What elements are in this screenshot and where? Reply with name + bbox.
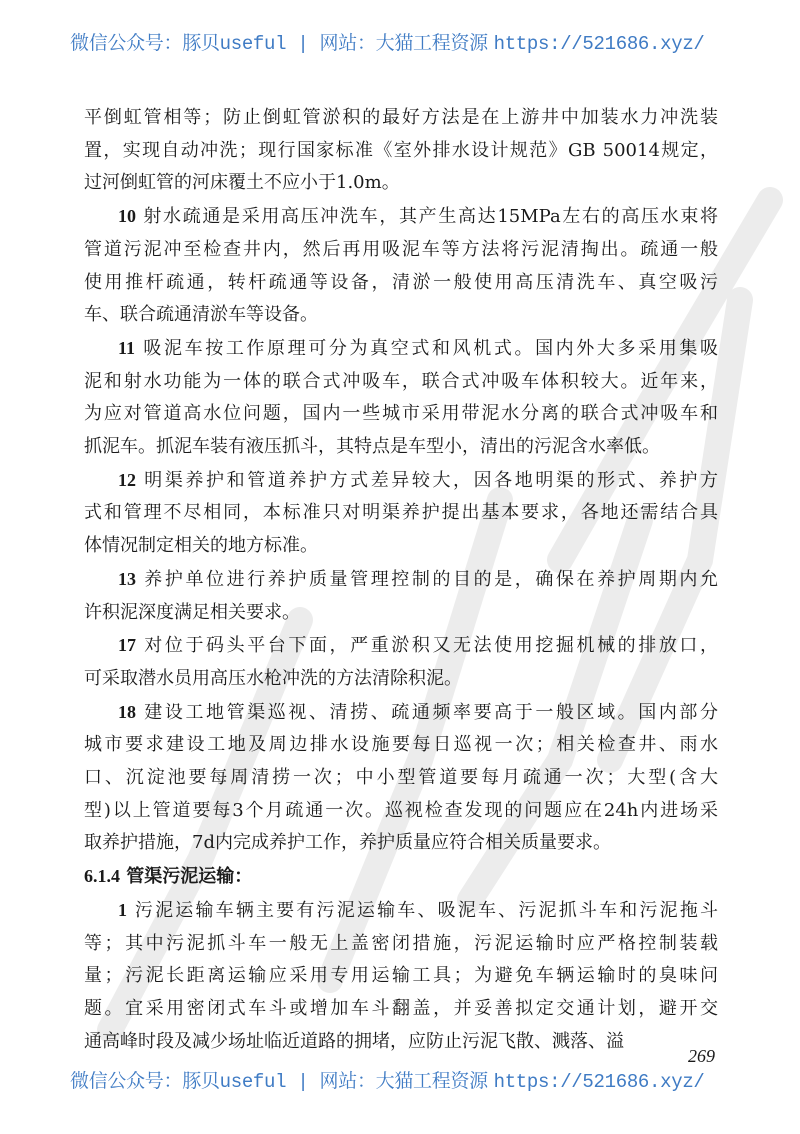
paragraph-line xyxy=(84,928,718,961)
paragraph-line xyxy=(84,102,718,135)
paragraph xyxy=(84,200,718,332)
clause-number: 10 xyxy=(118,206,136,227)
line-text: 为应对管道高水位问题，国内一些城市采用带泥水分离的联合式冲吸车和 xyxy=(84,403,718,425)
line-text: 型)以上管道要每3个月疏通一次。巡视检查发现的问题应在24h内进场采 xyxy=(84,799,718,821)
header-banner xyxy=(70,28,730,55)
line-text: 式和管理不尽相同，本标准只对明渠养护提出基本要求，各地还需结合具 xyxy=(84,502,718,524)
paragraph-line xyxy=(84,993,718,1026)
banner-url[interactable]: https://521686.xyz/ xyxy=(493,1071,705,1093)
paragraph-line xyxy=(84,299,718,332)
paragraph-line xyxy=(84,729,718,762)
clause-number: 1 xyxy=(118,899,127,920)
line-text: 量；污泥长距离运输应采用专用运输工具；为避免车辆运输时的臭味问 xyxy=(84,965,718,987)
paragraph-line xyxy=(84,431,718,464)
line-text: 许积泥深度满足相关要求。 xyxy=(84,601,300,623)
paragraph-line xyxy=(84,795,718,828)
document-body xyxy=(84,102,718,1058)
paragraph xyxy=(84,894,718,1059)
paragraph-line xyxy=(84,663,718,696)
banner-url[interactable]: https://521686.xyz/ xyxy=(493,33,705,55)
line-text: 抓泥车。抓泥车装有液压抓斗，其特点是车型小，清出的污泥含水率低。 xyxy=(84,436,660,458)
paragraph-line xyxy=(84,696,718,730)
line-text: 可采取潜水员用高压水枪冲洗的方法清除积泥。 xyxy=(84,667,462,689)
paragraph-line xyxy=(84,464,718,498)
banner-account: 微信公众号：豚贝 xyxy=(70,32,220,54)
clause-number: 18 xyxy=(118,701,136,722)
banner-separator: | xyxy=(286,33,320,55)
banner-account: 微信公众号：豚贝 xyxy=(70,1070,220,1092)
line-text: 过河倒虹管的河床覆土不应小于1.0m。 xyxy=(84,172,400,194)
paragraph-line xyxy=(84,366,718,399)
paragraph-line xyxy=(84,267,718,300)
paragraph-line xyxy=(84,332,718,366)
line-text: 明渠养护和管道养护方式差异较大，因各地明渠的形式、养护方 xyxy=(136,469,718,491)
paragraph-line xyxy=(84,167,718,200)
paragraph-line xyxy=(84,497,718,530)
line-text: 体情况制定相关的地方标准。 xyxy=(84,535,318,557)
banner-site: 网站：大猫工程资源 xyxy=(319,32,494,54)
line-text: 平倒虹管相等；防止倒虹管淤积的最好方法是在上游井中加装水力冲洗装 xyxy=(84,107,718,128)
paragraph-line xyxy=(84,398,718,431)
line-text: 口、沉淀池要每周清捞一次；中小型管道要每月疏通一次；大型(含大 xyxy=(84,767,718,789)
line-text: 污泥运输车辆主要有污泥运输车、吸泥车、污泥抓斗车和污泥拖斗 xyxy=(127,899,718,921)
line-text: 题。宜采用密闭式车斗或增加车斗翻盖，并妥善拟定交通计划，避开交 xyxy=(84,997,718,1019)
page-number: 269 xyxy=(688,1046,715,1066)
line-text: 管道污泥冲至检查井内，然后再用吸泥车等方法将污泥清掏出。疏通一般 xyxy=(84,238,718,260)
clause-number: 11 xyxy=(118,337,136,358)
line-text: 养护单位进行养护质量管理控制的目的是，确保在养护周期内允 xyxy=(136,568,718,590)
banner-account-en: useful xyxy=(219,33,287,55)
banner-separator: | xyxy=(286,1071,320,1093)
paragraph-line xyxy=(84,597,718,630)
line-text: 通高峰时段及减少场址临近道路的拥堵，应防止污泥飞散、溅落、溢 xyxy=(84,1030,624,1052)
paragraph xyxy=(84,332,718,464)
paragraph-line xyxy=(84,629,718,663)
section-title: 管渠污泥运输： xyxy=(120,866,253,888)
paragraph xyxy=(84,563,718,629)
line-text: 建设工地管渠巡视、清捞、疏通频率要高于一般区域。国内部分 xyxy=(136,701,718,723)
line-text: 吸泥车按工作原理可分为真空式和风机式。国内外大多采用集吸 xyxy=(135,337,718,359)
paragraph-line xyxy=(84,827,718,860)
paragraph xyxy=(84,102,718,200)
section-heading xyxy=(84,860,718,894)
paragraph-line xyxy=(84,563,718,597)
paragraph-line xyxy=(84,762,718,795)
section-number: 6.1.4 xyxy=(84,866,120,887)
paragraph xyxy=(84,629,718,695)
line-text: 使用推杆疏通，转杆疏通等设备，清淤一般使用高压清洗车、真空吸污 xyxy=(84,271,718,293)
paragraph-line xyxy=(84,530,718,563)
clause-number: 17 xyxy=(118,635,136,656)
line-text: 城市要求建设工地及周边排水设施要每日巡视一次；相关检查井、雨水 xyxy=(84,734,718,756)
paragraph-line xyxy=(84,960,718,993)
paragraph xyxy=(84,696,718,861)
paragraph-line xyxy=(84,1026,718,1059)
paragraph-line xyxy=(84,894,718,928)
paragraph-line xyxy=(84,234,718,267)
line-text: 泥和射水功能为一体的联合式冲吸车，联合式冲吸车体积较大。近年来， xyxy=(84,370,718,392)
paragraph-line xyxy=(84,200,718,234)
line-text: 射水疏通是采用高压冲洗车，其产生高达15MPa左右的高压水束将 xyxy=(136,206,718,228)
line-text: 车、联合疏通清淤车等设备。 xyxy=(84,304,318,326)
clause-number: 12 xyxy=(118,469,136,490)
line-text: 取养护措施，7d内完成养护工作，养护质量应符合相关质量要求。 xyxy=(84,832,611,854)
banner-site: 网站：大猫工程资源 xyxy=(319,1070,494,1092)
clause-number: 13 xyxy=(118,568,136,589)
paragraph-line xyxy=(84,135,718,168)
line-text: 等；其中污泥抓斗车一般无上盖密闭措施，污泥运输时应严格控制装载 xyxy=(84,932,718,954)
banner-account-en: useful xyxy=(219,1071,287,1093)
line-text: 对位于码头平台下面，严重淤积又无法使用挖掘机械的排放口， xyxy=(136,635,718,657)
footer-banner xyxy=(70,1066,730,1093)
paragraph xyxy=(84,464,718,563)
line-text: 置，实现自动冲洗；现行国家标准《室外排水设计规范》GB 50014规定， xyxy=(84,139,718,161)
